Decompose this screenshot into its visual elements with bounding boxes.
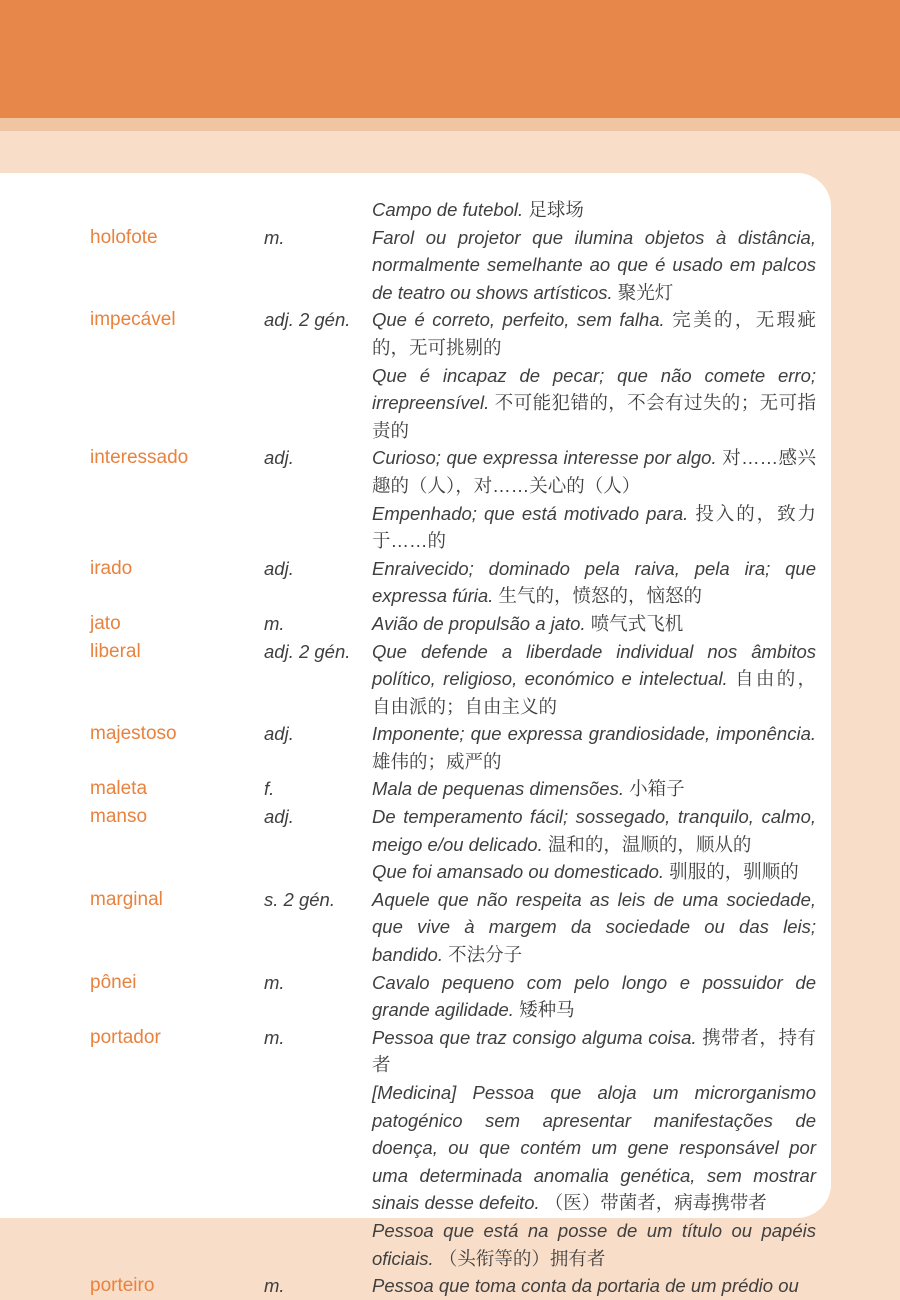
dictionary-entry-portador xyxy=(90,1024,816,1272)
definition-chinese: 喷气式飞机 xyxy=(590,612,684,634)
definition-sense xyxy=(372,1217,816,1272)
definition-portuguese: Que é correto, perfeito, sem falha. xyxy=(372,309,665,331)
definition-sense xyxy=(372,1024,816,1079)
definition-portuguese: Que foi amansado ou domesticado. xyxy=(372,861,665,883)
definition-chinese: 温和的，温顺的，顺从的 xyxy=(547,833,752,855)
entry-part-of-speech: adj. 2 gén. xyxy=(264,640,351,662)
entry-headword: portador xyxy=(90,1026,161,1048)
definition-chinese: 生气的，愤怒的，恼怒的 xyxy=(498,585,702,607)
dictionary-entry-jato xyxy=(90,610,816,638)
definition-portuguese: Cavalo pequeno com pelo longo e possuidor de grande agilidade. xyxy=(372,971,816,1021)
dictionary-entry-maleta xyxy=(90,775,816,803)
definition-sense xyxy=(372,803,816,858)
entry-definitions xyxy=(372,555,816,610)
entry-definitions xyxy=(372,610,816,638)
definition-portuguese: Imponente; que expressa grandiosidade, imponência. xyxy=(372,723,816,745)
definition-chinese: 投入的，致力于……的 xyxy=(372,502,816,552)
definition-chinese: （头衔等的）拥有者 xyxy=(438,1247,606,1269)
entry-headword: maleta xyxy=(90,778,148,800)
dictionary-entry-marginal xyxy=(90,886,816,969)
definition-chinese: 不可能犯错的，不会有过失的；无可指责的 xyxy=(372,392,816,441)
entry-part-of-speech: f. xyxy=(264,778,275,800)
definition-chinese: 小箱子 xyxy=(629,778,685,800)
definition-sense xyxy=(372,720,816,775)
definition-chinese: 携带者，持有者 xyxy=(372,1026,816,1076)
definition-sense xyxy=(372,638,816,721)
entry-definitions xyxy=(372,720,816,775)
definition-sense xyxy=(372,1079,816,1217)
definition-chinese: 矮种马 xyxy=(519,999,575,1021)
definition-portuguese: Curioso; que expressa interesse por algo. xyxy=(372,447,717,469)
entry-definitions xyxy=(372,886,816,969)
entry-definitions xyxy=(372,969,816,1024)
entry-headword: holofote xyxy=(90,226,158,248)
definition-portuguese: De temperamento fácil; sossegado, tranquilo, calmo, meigo e/ou delicado. xyxy=(372,806,816,855)
dictionary-entry-holofote xyxy=(90,224,816,307)
entry-definitions xyxy=(372,224,816,307)
entry-headword: porteiro xyxy=(90,1275,155,1297)
definition-portuguese: Aquele que não respeita as leis de uma sociedade, que vive à margem da sociedade ou das leis; bandido. xyxy=(372,888,816,966)
definition-sense xyxy=(372,196,816,224)
dictionary-entry-liberal xyxy=(90,638,816,721)
definition-portuguese: Mala de pequenas dimensões. xyxy=(372,778,624,800)
definition-sense xyxy=(372,444,816,499)
entry-part-of-speech: m. xyxy=(264,226,285,248)
entry-definitions xyxy=(372,803,816,886)
definition-portuguese: Avião de propulsão a jato. xyxy=(372,612,586,634)
definition-portuguese: Pessoa que traz consigo alguma coisa. xyxy=(372,1026,697,1048)
definition-sense xyxy=(372,858,816,886)
entry-headword: jato xyxy=(90,612,121,634)
entry-definitions xyxy=(372,196,816,224)
entry-headword: marginal xyxy=(90,888,163,910)
page-header-band xyxy=(0,0,900,118)
definition-chinese: （医）带菌者，病毒携带者 xyxy=(544,1192,767,1214)
definition-portuguese: Campo de futebol. xyxy=(372,199,524,220)
dictionary-entry-impecavel xyxy=(90,306,816,444)
definition-portuguese: Que é incapaz de pecar; que não comete erro; irrepreensível. xyxy=(372,364,816,414)
dictionary-entry-porteiro xyxy=(90,1272,816,1300)
dictionary-page-sheet xyxy=(0,173,831,1297)
entry-part-of-speech: adj. 2 gén. xyxy=(264,309,351,331)
entry-headword: manso xyxy=(90,806,148,828)
dictionary-entry-interessado xyxy=(90,444,816,554)
definition-chinese: 完美的，无瑕疵的，无可挑剔的 xyxy=(372,309,816,358)
definition-portuguese: Empenhado; que está motivado para. xyxy=(372,502,689,524)
definition-chinese: 自由的，自由派的；自由主义的 xyxy=(372,668,816,717)
definition-chinese: 足球场 xyxy=(528,199,584,220)
definition-sense xyxy=(372,969,816,1024)
entry-part-of-speech: m. xyxy=(264,612,285,634)
definition-sense xyxy=(372,610,816,638)
entry-part-of-speech: adj. xyxy=(264,447,294,469)
entry-part-of-speech: s. 2 gén. xyxy=(264,888,335,910)
definition-portuguese: Enraivecido; dominado pela raiva, pela ira; que expressa fúria. xyxy=(372,557,816,607)
definition-portuguese: Que defende a liberdade individual nos âmbitos político, religioso, económico e intelectual. xyxy=(372,640,816,690)
entry-definitions xyxy=(372,444,816,554)
entry-part-of-speech: adj. xyxy=(264,723,294,745)
entry-part-of-speech: m. xyxy=(264,971,285,993)
definition-sense xyxy=(372,224,816,307)
definition-chinese: 不法分子 xyxy=(448,944,523,966)
definition-sense xyxy=(372,500,816,555)
dictionary-entry-irado xyxy=(90,555,816,610)
entry-headword: liberal xyxy=(90,640,141,662)
dictionary-entry-manso xyxy=(90,803,816,886)
dictionary-entry-majestoso xyxy=(90,720,816,775)
entry-definitions xyxy=(372,775,816,803)
entry-headword: interessado xyxy=(90,447,189,469)
entry-definitions xyxy=(372,1024,816,1272)
definition-sense xyxy=(372,775,816,803)
definition-sense xyxy=(372,886,816,969)
definition-sense xyxy=(372,1272,816,1300)
entry-definitions xyxy=(372,1272,816,1300)
entry-headword: irado xyxy=(90,557,133,579)
definition-chinese: 聚光灯 xyxy=(617,281,674,303)
entry-part-of-speech: m. xyxy=(264,1026,285,1048)
entry-part-of-speech: adj. xyxy=(264,806,294,828)
entry-headword: pônei xyxy=(90,971,137,993)
definition-portuguese: Farol ou projetor que ilumina objetos à distância, normalmente semelhante ao que é usado em palcos de teatro ou shows artísticos. xyxy=(372,226,816,303)
entry-part-of-speech: adj. xyxy=(264,557,294,579)
definition-chinese: 对……感兴趣的（人），对……关心的（人） xyxy=(372,447,816,496)
definition-portuguese: Pessoa que está na posse de um título ou papéis oficiais. xyxy=(372,1219,816,1269)
entry-headword: impecável xyxy=(90,309,176,331)
dictionary-entry-continuation xyxy=(90,196,816,224)
definition-sense xyxy=(372,306,816,361)
entry-headword: majestoso xyxy=(90,723,177,745)
definition-sense xyxy=(372,362,816,445)
definition-portuguese: Pessoa que toma conta da portaria de um prédio ou xyxy=(372,1275,799,1297)
definition-portuguese: [Medicina] Pessoa que aloja um microrganismo patogénico sem apresentar manifestações de doença, ou que contém um gene responsável por uma determinada anomalia genética, sem mostrar sinais desse defeito. xyxy=(372,1082,816,1214)
definition-chinese: 驯服的，驯顺的 xyxy=(669,861,799,883)
page-header-strip xyxy=(0,118,900,131)
entry-part-of-speech: m. xyxy=(264,1275,285,1297)
definition-chinese: 雄伟的；威严的 xyxy=(372,750,502,772)
dictionary-entry-ponei xyxy=(90,969,816,1024)
entry-definitions xyxy=(372,638,816,721)
definition-sense xyxy=(372,555,816,610)
entry-definitions xyxy=(372,306,816,444)
